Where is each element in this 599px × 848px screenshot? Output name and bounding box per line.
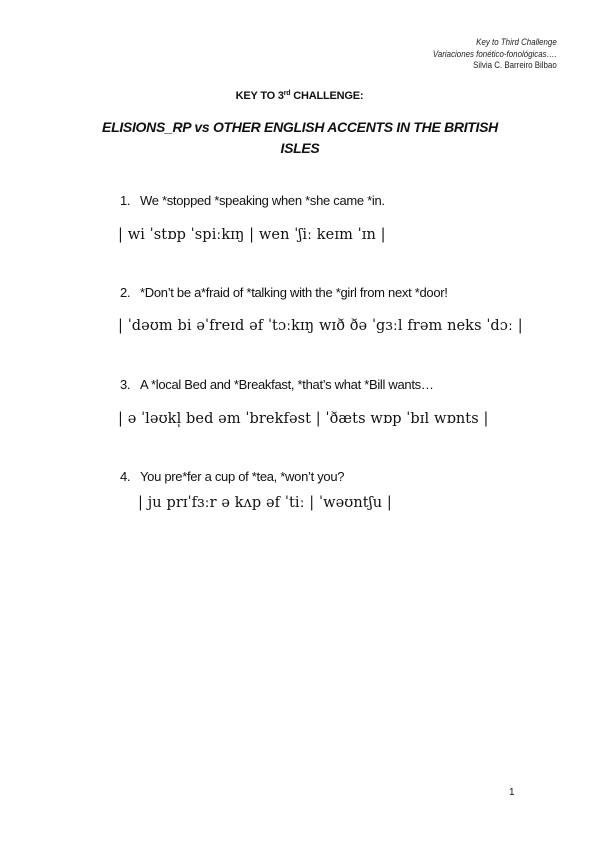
sentence-text: *Don’t be a*fraid of *talking with the *girl from next *door!	[140, 285, 448, 300]
title-suffix: CHALLENGE:	[290, 90, 364, 102]
sentence-text: We *stopped *speaking when *she came *in.	[140, 193, 385, 208]
header-author: Silvia C. Barreiro Bilbao	[473, 60, 557, 70]
exercise-sentence-2	[120, 285, 448, 300]
sentence-text: You pre*fer a cup of *tea, *won’t you?	[140, 469, 345, 484]
running-header	[433, 37, 557, 72]
item-number: 4.	[120, 469, 131, 484]
item-number: 3.	[120, 377, 131, 392]
title-prefix: KEY TO 3	[235, 90, 284, 102]
page-number: 1	[509, 787, 515, 798]
header-title: Key to Third Challenge	[476, 37, 557, 47]
item-number: 2.	[120, 285, 131, 300]
document-title	[0, 90, 599, 102]
header-subtitle: Variaciones fonético-fonológicas….	[433, 48, 557, 59]
transcription-2: | ˈdəʊm bi əˈfreɪd əf ˈtɔːkɪŋ wɪð ðə ˈgɜːl frəm neks ˈdɔː |	[118, 318, 523, 334]
transcription-3: | ə ˈləʊkl̩ bed əm ˈbrekfəst | ˈðæts wɒp ˈbɪl wɒnts |	[118, 411, 489, 427]
document-subtitle	[90, 117, 510, 159]
transcription-4: | ju prɪˈfɜːr ə kʌp əf ˈtiː | ˈwəʊntʃu |	[138, 495, 392, 511]
title-ordinal-suffix: rd	[283, 90, 291, 97]
subtitle-line-2: ISLES	[280, 140, 320, 156]
sentence-text: A *local Bed and *Breakfast, *that’s what *Bill wants…	[140, 377, 434, 392]
subtitle-line-1: ELISIONS_RP vs OTHER ENGLISH ACCENTS IN THE BRITISH	[102, 119, 498, 135]
exercise-sentence-4	[120, 469, 344, 484]
item-number: 1.	[120, 193, 131, 208]
exercise-sentence-1	[120, 193, 385, 208]
transcription-1: | wi ˈstɒp ˈspiːkɪŋ | wen ˈʃiː keɪm ˈɪn |	[118, 227, 386, 243]
exercise-sentence-3	[120, 377, 434, 392]
